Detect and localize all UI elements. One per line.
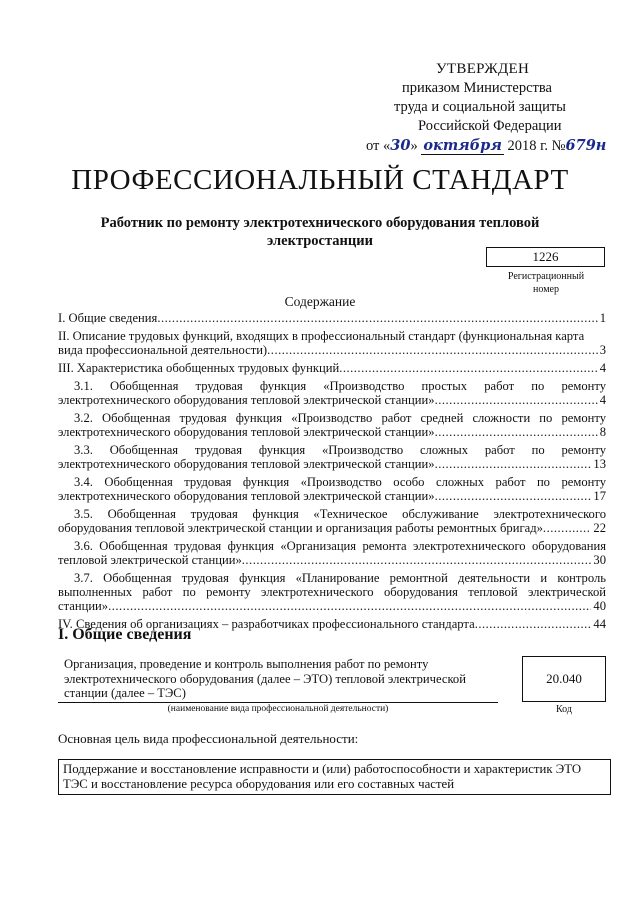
activity-code-caption: Код: [556, 704, 572, 715]
toc-entry-text: IV. Сведения об организациях – разработчиках профессионального стандарта: [58, 617, 475, 631]
toc-entry-3-5[interactable]: [58, 507, 606, 535]
toc-entry-page: 44: [593, 617, 606, 631]
handwritten-month: октября: [423, 137, 502, 154]
toc-entry-tail: вида профессиональной деятельности): [58, 343, 268, 357]
activity-underline: [58, 702, 498, 703]
toc-entry-3-4[interactable]: [58, 475, 606, 503]
toc-entry-tail: оборудования тепловой электрической станции и организация работы ремонтных бригад»: [58, 521, 543, 535]
toc-entry-3-7[interactable]: [58, 571, 606, 613]
goal-text-box: Поддержание и восстановление исправности и (или) работоспособности и характеристик ЭТО ТЭС и восстановление ресурса оборудования или его составных частей: [58, 759, 611, 795]
standard-title: ПРОФЕССИОНАЛЬНЫЙ СТАНДАРТ: [71, 164, 569, 196]
toc-entry-2[interactable]: [58, 329, 606, 357]
toc-entry-tail: электротехнического оборудования тепловой электрической станции»: [58, 393, 435, 407]
activity-code-box: 20.040: [522, 656, 606, 702]
toc-entry-page: 4: [599, 361, 606, 375]
toc-entry-3-6[interactable]: [58, 539, 606, 567]
toc-entry-3-3[interactable]: [58, 443, 606, 471]
toc-entry-page: 30: [593, 553, 606, 567]
handwritten-day: 30: [390, 137, 411, 154]
toc-entry-page: 4: [599, 393, 606, 407]
toc-entry-text: 3.6. Обобщенная трудовая функция «Организация ремонта электротехнического оборудования: [74, 539, 606, 553]
activity-caption: (наименование вида профессиональной деятельности): [167, 704, 389, 714]
table-of-contents: [58, 311, 606, 635]
toc-entry-page: 17: [593, 489, 606, 503]
toc-entry-text: 3.4. Обобщенная трудовая функция «Производство особо сложных работ по ремонту: [74, 475, 606, 489]
toc-entry-tail: электротехнического оборудования тепловой электрической станции»: [58, 489, 435, 503]
toc-entry-page: 40: [593, 599, 606, 613]
toc-entry-page: 13: [593, 457, 606, 471]
toc-entry-page: 22: [593, 521, 606, 535]
toc-entry-page: 1: [599, 311, 606, 325]
toc-entry-text: II. Описание трудовых функций, входящих в профессиональный стандарт (функциональная карта: [58, 329, 585, 343]
approval-date-line: [360, 136, 610, 156]
toc-heading: Содержание: [284, 294, 356, 309]
toc-entry-tail: тепловой электрической станции»: [58, 553, 242, 567]
approval-block: [360, 60, 610, 156]
toc-entry-tail: станции»: [58, 599, 109, 613]
approval-title: УТВЕРЖДЕН: [436, 61, 530, 77]
toc-entry-3-1[interactable]: [58, 379, 606, 407]
activity-name: Организация, проведение и контроль выполнения работ по ремонту электротехнического оборудования (далее – ЭТО) тепловой электрической станции (далее – ТЭС): [64, 657, 466, 700]
approval-line-3: Российской Федерации: [418, 118, 562, 134]
toc-entry-tail: электротехнического оборудования тепловой электрической станции»: [58, 457, 435, 471]
toc-entry-text: 3.3. Обобщенная трудовая функция «Производство сложных работ по ремонту: [74, 443, 606, 457]
registration-number-box: 1226: [486, 247, 605, 267]
standard-subtitle: Работник по ремонту электротехнического оборудования тепловой электростанции: [100, 215, 540, 249]
date-prefix: от «: [366, 138, 391, 154]
section-1-heading: I. Общие сведения: [58, 626, 192, 643]
toc-entry-page: 3: [599, 343, 606, 357]
toc-entry-1[interactable]: [58, 311, 606, 325]
goal-label: Основная цель вида профессиональной деятельности:: [58, 731, 359, 746]
date-quote-close: »: [410, 138, 418, 154]
toc-entry-text: 3.1. Обобщенная трудовая функция «Производство простых работ по ремонту: [74, 379, 606, 393]
registration-number-caption: Регистрационный номер: [507, 271, 585, 295]
toc-entry-tail: электротехнического оборудования тепловой электрической станции»: [58, 425, 435, 439]
approval-line-1: приказом Министерства: [402, 80, 552, 96]
approval-line-2: труда и социальной защиты: [394, 99, 566, 115]
handwritten-order-number: 679н: [565, 137, 607, 154]
toc-entry-text: 3.2. Обобщенная трудовая функция «Производство работ средней сложности по ремонту: [74, 411, 606, 425]
date-year: 2018 г. №: [507, 138, 566, 154]
toc-entry-text: III. Характеристика обобщенных трудовых функций: [58, 361, 340, 375]
toc-entry-3-2[interactable]: [58, 411, 606, 439]
toc-entry-page: 8: [599, 425, 606, 439]
toc-entry-3[interactable]: [58, 361, 606, 375]
toc-entry-text: 3.5. Обобщенная трудовая функция «Техническое обслуживание электротехнического: [74, 507, 606, 521]
toc-entry-text: I. Общие сведения: [58, 311, 158, 325]
toc-entry-text: 3.7. Обобщенная трудовая функция «Планирование ремонтной деятельности и контроль выполненных работ по ремонту электротехнического оборудования тепловой электрической: [58, 571, 606, 599]
